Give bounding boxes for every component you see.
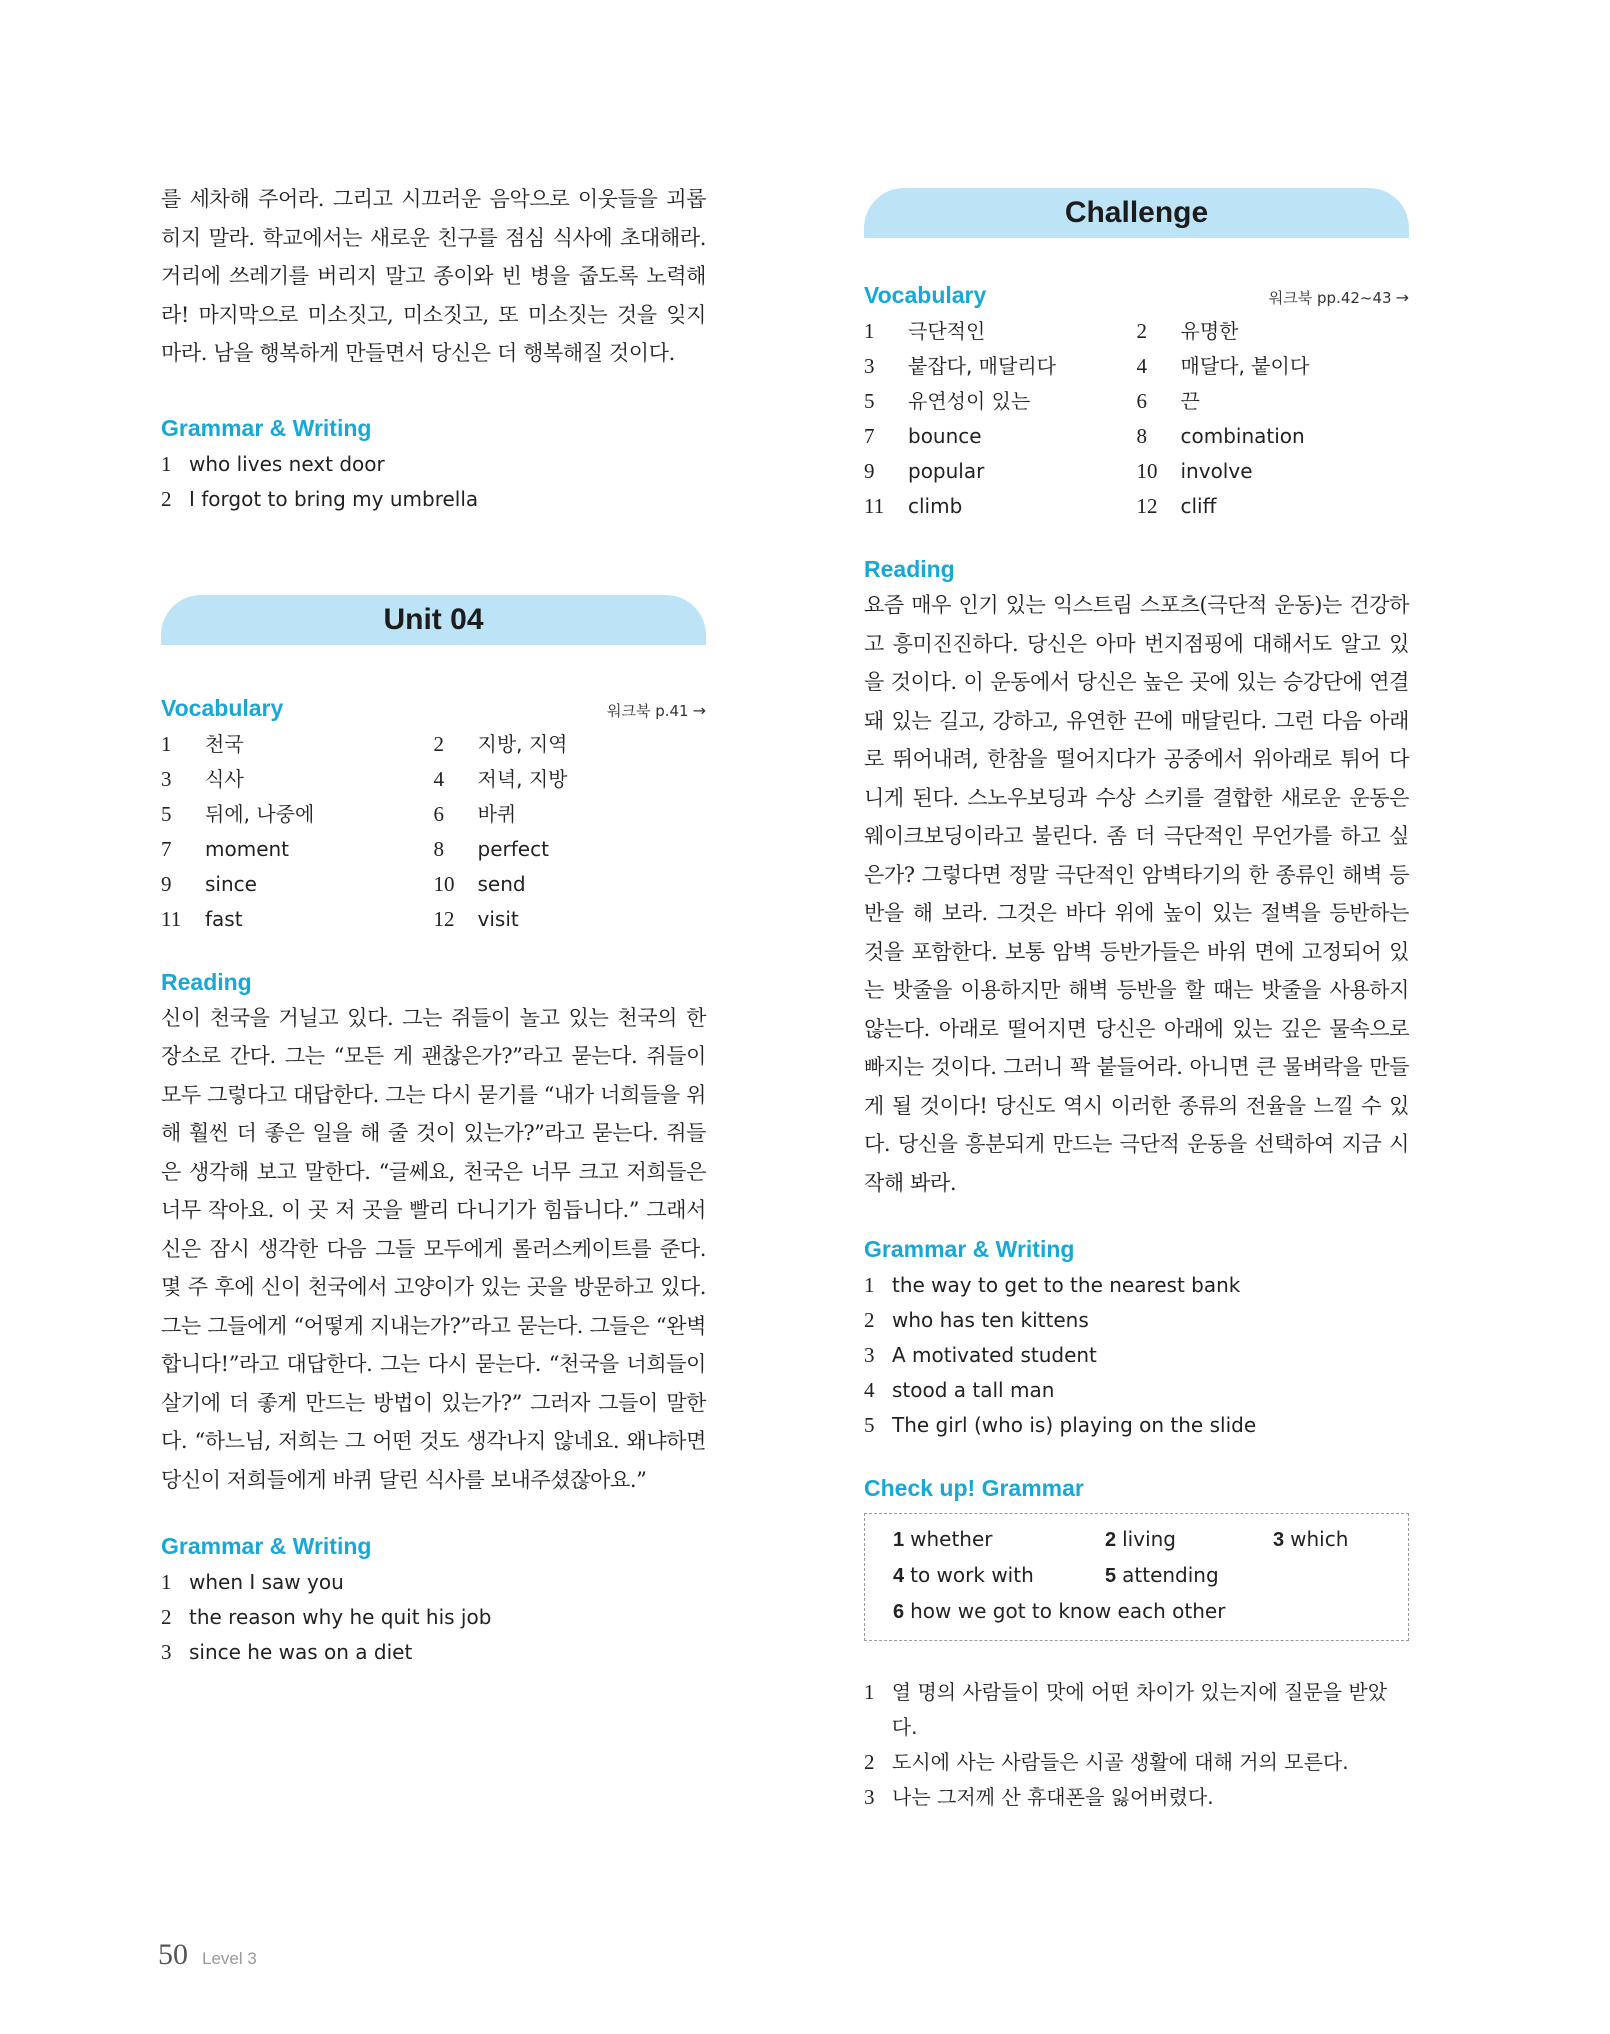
grammar-writing-section-2 bbox=[161, 1531, 706, 1670]
vocabulary-grid bbox=[161, 727, 706, 937]
list-item: 1 who lives next door bbox=[161, 451, 385, 476]
challenge-banner: Challenge bbox=[864, 188, 1409, 238]
workbook-reference: 워크북 p.41 → bbox=[606, 700, 706, 720]
reading-paragraph: 요즘 매우 인기 있는 익스트림 스포츠(극단적 운동)는 건강하고 흥미진진하다. 당신은 아마 번지점핑에 대해서도 알고 있을 것이다. 이 운동에서 당신은 높은 곳에 있는 승강단에 연결돼 있는 길고, 강하고, 유연한 끈에 매달린다. 그런 다음 아래로 뛰어내려, 한참을 떨어지다가 공중에서 위아래로 튀어 다니게 된다. 스노우보딩과 수상 스키를 결합한 새로운 운동은 웨이크보딩이라고 불린다. 좀 더 극단적인 무언가를 하고 싶은가? 그렇다면 정말 극단적인 암벽타기의 한 종류인 해벽 등반을 해 보라. 그것은 바다 위에 높이 있는 절벽을 등반하는 것을 포함한다. 보통 암벽 등반가들은 바위 면에 고정되어 있는 밧줄을 이용하지만 해벽 등반을 할 때는 밧줄을 사용하지 않는다. 아래로 떨어지면 당신은 아래에 있는 깊은 물속으로 빠지는 것이다. 그러니 꽉 붙들어라. 아니면 큰 물벼락을 만들게 될 것이다! 당신도 역시 이러한 종류의 전율을 느낄 수 있다. 당신을 흥분되게 만드는 극단적 운동을 선택하여 지금 시작해 봐라. bbox=[864, 593, 1409, 1195]
vocab-item: 8 combination bbox=[1136, 424, 1305, 448]
answer-item: 1 whether bbox=[893, 1527, 993, 1551]
answer-item: 6 how we got to know each other bbox=[893, 1599, 1226, 1623]
unit-reading-section bbox=[161, 967, 706, 1500]
vocab-item: 6 바퀴 bbox=[433, 801, 517, 826]
unit-banner: Unit 04 bbox=[161, 595, 706, 645]
list-item: 3 A motivated student bbox=[864, 1343, 1097, 1367]
intro-paragraph: 를 세차해 주어라. 그리고 시끄러운 음악으로 이웃들을 괴롭히지 말라. 학교에서는 새로운 친구를 점심 식사에 초대해라. 거리에 쓰레기를 버리지 말고 종이와 빈 병을 줍도록 노력해라! 마지막으로 미소짓고, 미소짓고, 또 미소짓는 것을 잊지 마라. 남을 행복하게 만들면서 당신은 더 행복해질 것이다. bbox=[161, 187, 706, 365]
vocab-item: 4 저녁, 지방 bbox=[433, 766, 568, 791]
vocab-item: 9 since bbox=[161, 871, 257, 896]
vocab-item: 3 식사 bbox=[161, 766, 244, 791]
vocab-item: 5 유연성이 있는 bbox=[864, 389, 1031, 413]
vocab-item: 1 천국 bbox=[161, 731, 244, 756]
vocab-item: 9 popular bbox=[864, 459, 985, 483]
section-title: Reading bbox=[161, 968, 252, 995]
list-item: 1 when I saw you bbox=[161, 1570, 344, 1594]
section-title: Grammar & Writing bbox=[161, 1533, 372, 1559]
list-item: 4 stood a tall man bbox=[864, 1378, 1055, 1402]
section-title: Check up! Grammar bbox=[864, 1475, 1084, 1501]
left-column bbox=[161, 180, 706, 1670]
arrow-right-icon: → bbox=[692, 700, 706, 720]
workbook-reference: 워크북 pp.42~43 → bbox=[1268, 288, 1409, 307]
vocab-item: 2 지방, 지역 bbox=[433, 731, 568, 756]
vocab-item: 10 send bbox=[433, 871, 526, 896]
challenge-vocabulary-section bbox=[864, 280, 1409, 524]
vocab-item: 12 cliff bbox=[1136, 494, 1217, 518]
list-item: 3 나는 그저께 산 휴대폰을 잃어버렸다. bbox=[864, 1785, 1214, 1809]
grammar-writing-section-1 bbox=[161, 413, 706, 517]
right-column bbox=[864, 188, 1409, 1815]
vocab-item: 4 매달다, 붙이다 bbox=[1136, 354, 1310, 378]
vocab-item: 1 극단적인 bbox=[864, 319, 986, 343]
vocab-item: 3 붙잡다, 매달리다 bbox=[864, 354, 1056, 378]
arrow-right-icon: → bbox=[1395, 288, 1409, 307]
list-item: 3 since he was on a diet bbox=[161, 1640, 413, 1664]
vocab-item: 10 involve bbox=[1136, 459, 1253, 483]
reading-paragraph: 신이 천국을 거닐고 있다. 그는 쥐들이 놀고 있는 천국의 한 장소로 간다. 그는 “모든 게 괜찮은가?”라고 묻는다. 쥐들이 모두 그렇다고 대답한다. 그는 다시 묻기를 “내가 너희들을 위해 훨씬 더 좋은 일을 해 줄 것이 있는가?”라고 묻는다. 쥐들은 생각해 보고 말한다. “글쎄요, 천국은 너무 크고 저희들은 너무 작아요. 이 곳 저 곳을 빨리 다니기가 힘듭니다.” 그래서 신은 잠시 생각한 다음 그들 모두에게 롤러스케이트를 준다. 몇 주 후에 신이 천국에서 고양이가 있는 곳을 방문하고 있다. 그는 그들에게 “어떻게 지내는가?”라고 묻는다. 그들은 “완벽합니다!”라고 대답한다. 그는 다시 묻는다. “천국을 너희들이 살기에 더 좋게 만드는 방법이 있는가?” 그러자 그들이 말한다. “하느님, 저희는 그 어떤 것도 생각나지 않네요. 왜냐하면 당신이 저희들에게 바퀴 달린 식사를 보내주셨잖아요.” bbox=[161, 1005, 706, 1492]
vocab-item: 8 perfect bbox=[433, 836, 549, 861]
challenge-reading-section bbox=[864, 554, 1409, 1202]
answer-item: 3 which bbox=[1273, 1527, 1349, 1551]
vocab-item: 5 뒤에, 나중에 bbox=[161, 801, 315, 826]
list-item: 2 the reason why he quit his job bbox=[161, 1605, 492, 1629]
checkup-grammar-section bbox=[864, 1473, 1409, 1815]
answer-item: 4 to work with bbox=[893, 1563, 1034, 1587]
vocabulary-grid bbox=[864, 314, 1409, 524]
vocab-item: 11 fast bbox=[161, 906, 243, 931]
list-item: 2 I forgot to bring my umbrella bbox=[161, 486, 479, 511]
vocab-item: 7 moment bbox=[161, 836, 290, 861]
answer-box bbox=[864, 1513, 1409, 1641]
vocab-item: 7 bounce bbox=[864, 424, 982, 448]
list-item: 2 who has ten kittens bbox=[864, 1308, 1089, 1332]
vocab-item: 12 visit bbox=[433, 906, 519, 931]
vocab-item: 2 유명한 bbox=[1136, 319, 1239, 343]
section-title: Grammar & Writing bbox=[161, 414, 372, 441]
level-label: Level 3 bbox=[202, 1949, 257, 1968]
answer-item: 2 living bbox=[1105, 1527, 1177, 1551]
list-item: 1 열 명의 사람들이 맛에 어떤 차이가 있는지에 질문을 받았다. bbox=[864, 1680, 1388, 1739]
section-title: Reading bbox=[864, 556, 955, 582]
answer-item: 5 attending bbox=[1105, 1563, 1219, 1587]
unit-vocabulary-section bbox=[161, 693, 706, 937]
page-footer bbox=[158, 1938, 257, 1972]
vocab-item: 6 끈 bbox=[1136, 389, 1200, 413]
list-item: 1 the way to get to the nearest bank bbox=[864, 1273, 1241, 1297]
list-item: 5 The girl (who is) playing on the slide bbox=[864, 1413, 1257, 1437]
section-title: Vocabulary bbox=[864, 282, 987, 308]
page-number: 50 bbox=[158, 1938, 188, 1971]
list-item: 2 도시에 사는 사람들은 시골 생활에 대해 거의 모른다. bbox=[864, 1750, 1349, 1774]
vocab-item: 11 climb bbox=[864, 494, 963, 518]
section-title: Grammar & Writing bbox=[864, 1236, 1075, 1262]
section-title: Vocabulary bbox=[161, 694, 284, 721]
challenge-grammar-section bbox=[864, 1234, 1409, 1443]
